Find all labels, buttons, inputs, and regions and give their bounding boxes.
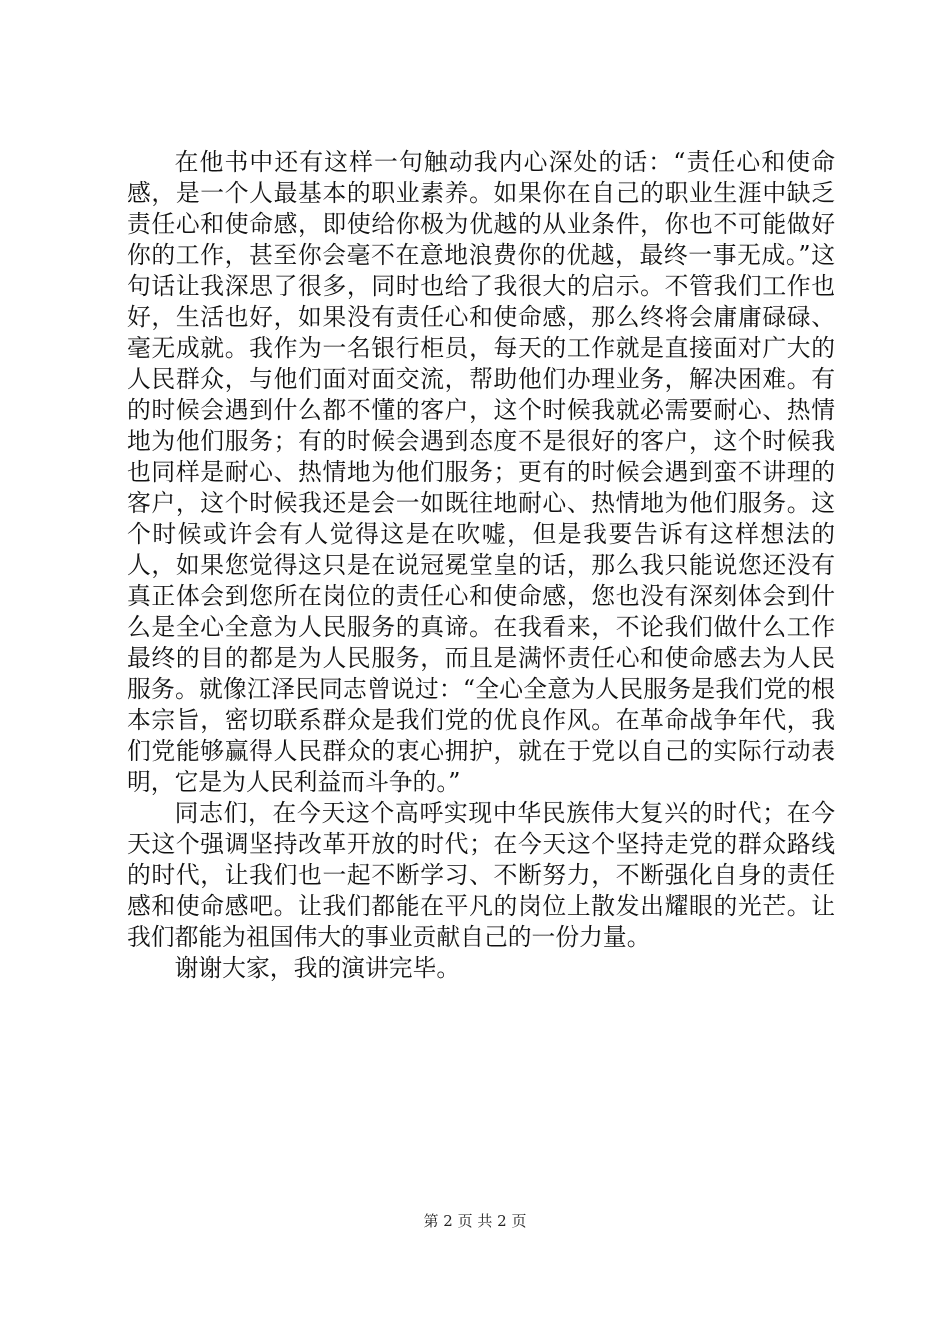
- document-body: [127, 147, 835, 984]
- paragraph-responsibility-quote: 在他书中还有这样一句触动我内心深处的话：“责任心和使命感，是一个人最基本的职业素养。如果你在自己的职业生涯中缺乏责任心和使命感，即使给你极为优越的从业条件，你也不可能做好你的工作，甚至你会毫不在意地浪费你的优越，最终一事无成。”这句话让我深思了很多，同时也给了我很大的启示。不管我们工作也好，生活也好，如果没有责任心和使命感，那么终将会庸庸碌碌、毫无成就。我作为一名银行柜员，每天的工作就是直接面对广大的人民群众，与他们面对面交流，帮助他们办理业务，解决困难。有的时候会遇到什么都不懂的客户，这个时候我就必需要耐心、热情地为他们服务；有的时候会遇到态度不是很好的客户，这个时候我也同样是耐心、热情地为他们服务；更有的时候会遇到蛮不讲理的客户，这个时候我还是会一如既往地耐心、热情地为他们服务。这个时候或许会有人觉得这是在吹嘘，但是我要告诉有这样想法的人，如果您觉得这只是在说冠冕堂皇的话，那么我只能说您还没有真正体会到您所在岗位的责任心和使命感，您也没有深刻体会到什么是全心全意为人民服务的真谛。在我看来，不论我们做什么工作最终的目的都是为人民服务，而且是满怀责任心和使命感去为人民服务。就像江泽民同志曾说过：“全心全意为人民服务是我们党的根本宗旨，密切联系群众是我们党的优良作风。在革命战争年代，我们党能够赢得人民群众的衷心拥护，就在于党以自己的实际行动表明，它是为人民利益而斗争的。”: [127, 148, 835, 796]
- paragraph-call-to-action: 同志们，在今天这个高呼实现中华民族伟大复兴的时代；在今天这个强调坚持改革开放的时代；在今天这个坚持走党的群众路线的时代，让我们也一起不断学习、不断努力，不断强化自身的责任感和使命感吧。让我们都能在平凡的岗位上散发出耀眼的光芒。让我们都能为祖国伟大的事业贡献自己的一份力量。: [127, 799, 835, 951]
- page-number-footer: 第 2 页 共 2 页: [423, 1212, 527, 1230]
- paragraph-closing: 谢谢大家，我的演讲完毕。: [174, 954, 461, 982]
